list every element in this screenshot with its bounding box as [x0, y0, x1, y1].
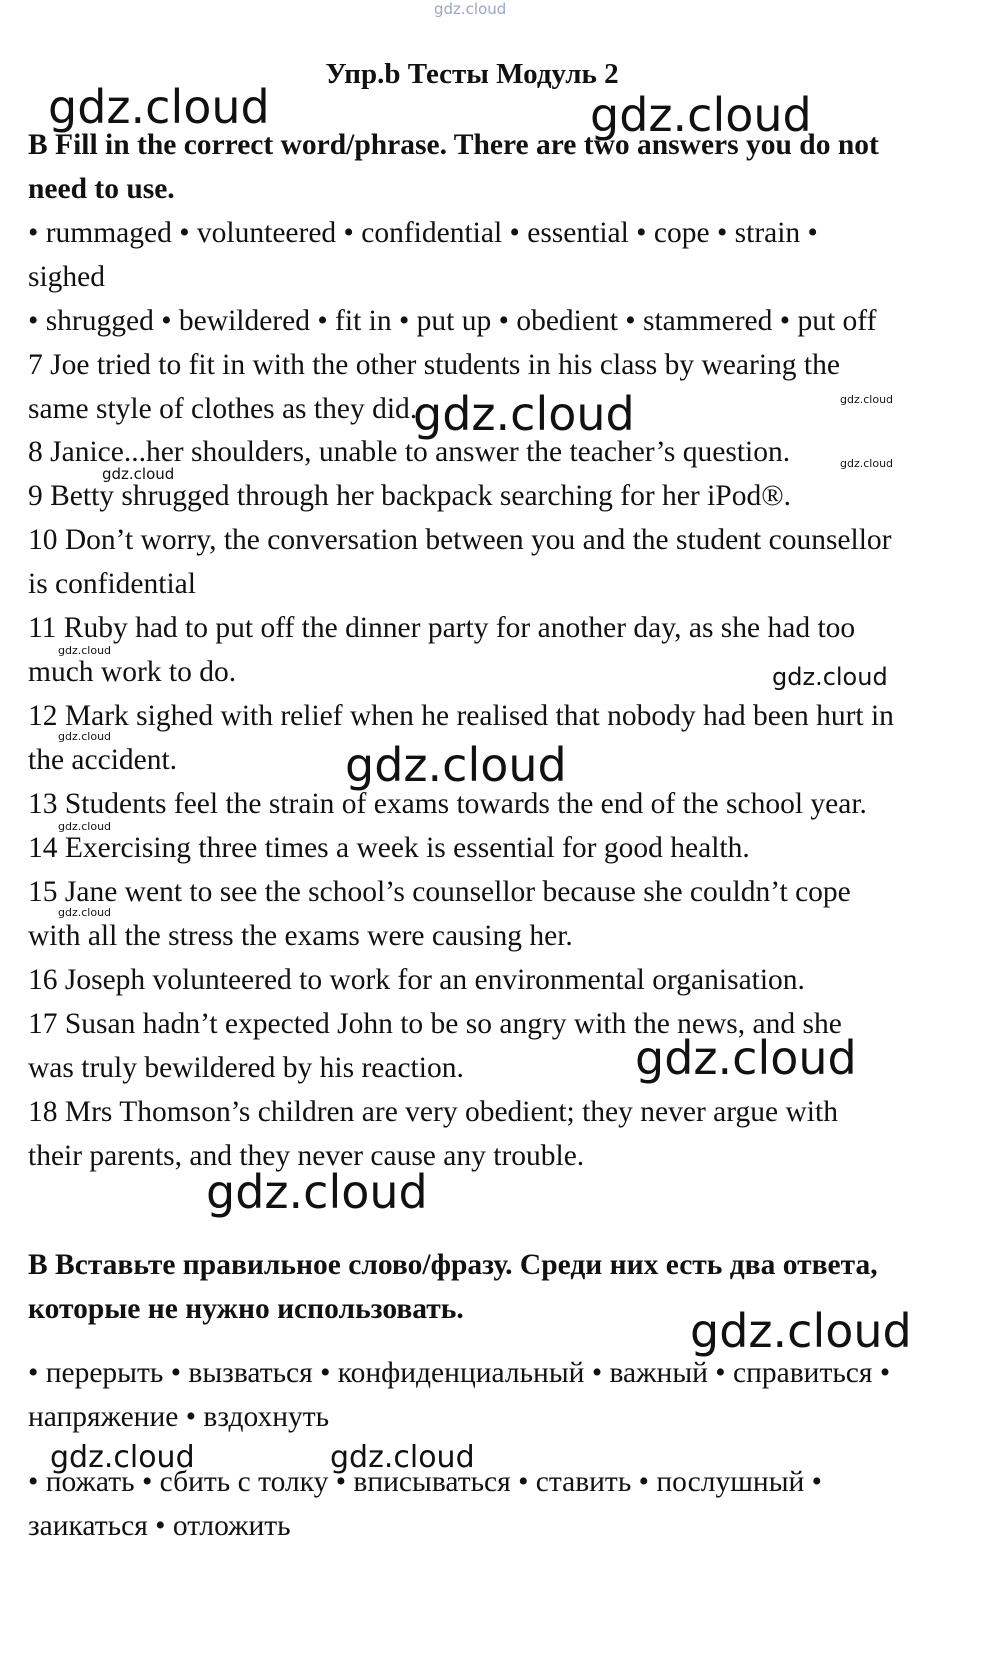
page-header-watermark: gdz.cloud	[434, 0, 507, 18]
sentence-line: 13 Students feel the strain of exams towards the end of the school year.	[28, 788, 867, 820]
watermark: gdz.cloud	[413, 387, 635, 441]
sentence-line: the accident.	[28, 744, 178, 776]
sentence-line: 12 Mark sighed with relief when he realised that nobody had been hurt in	[28, 700, 894, 732]
sentence-line: with all the stress the exams were causing her.	[28, 920, 573, 952]
sentence-line: 17 Susan hadn’t expected John to be so angry with the news, and she	[28, 1008, 842, 1040]
watermark: gdz.cloud	[330, 1440, 475, 1475]
sentence-line: 11 Ruby had to put off the dinner party for another day, as she had too	[28, 612, 856, 644]
watermark: gdz.cloud	[590, 88, 812, 142]
sentence-line: 7 Joe tried to fit in with the other students in his class by wearing the	[28, 349, 840, 381]
sentence-line: much work to do.	[28, 656, 237, 688]
sentence-line: same style of clothes as they did.	[28, 393, 418, 425]
english-instruction-line-2: need to use.	[28, 173, 175, 205]
watermark: gdz.cloud	[690, 1304, 912, 1358]
watermark: gdz.cloud	[345, 738, 567, 792]
sentence-line: 15 Jane went to see the school’s counsellor because she couldn’t cope	[28, 876, 851, 908]
sentence-line: 8 Janice...her shoulders, unable to answer the teacher’s question.	[28, 436, 791, 468]
sentence-line: is confidential	[28, 568, 196, 600]
sentence-line: 9 Betty shrugged through her backpack searching for her iPod®.	[28, 480, 791, 512]
sentence-line: their parents, and they never cause any trouble.	[28, 1140, 585, 1172]
watermark: gdz.cloud	[50, 1440, 195, 1475]
sentence-line: 14 Exercising three times a week is essential for good health.	[28, 832, 750, 864]
english-wordbank-line-2: sighed	[28, 261, 106, 293]
english-instruction-line-1: B Fill in the correct word/phrase. There are two answers you do not	[28, 129, 879, 161]
russian-wordbank-line-4: заикаться • отложить	[28, 1510, 291, 1542]
russian-instruction-line-1: В Вставьте правильное слово/фразу. Среди них есть два ответа,	[28, 1249, 878, 1281]
sentence-line: 16 Joseph volunteered to work for an environmental organisation.	[28, 964, 805, 996]
sentence-line: 10 Don’t worry, the conversation between you and the student counsellor	[28, 524, 892, 556]
watermark: gdz.cloud	[58, 644, 112, 657]
watermark: gdz.cloud	[58, 730, 112, 743]
english-wordbank-line-1: • rummaged • volunteered • confidential • essential • cope • strain •	[28, 217, 818, 249]
watermark: gdz.cloud	[772, 663, 888, 691]
page-title: Упр.b Тесты Модуль 2	[325, 58, 619, 90]
watermark: gdz.cloud	[48, 80, 270, 134]
watermark: gdz.cloud	[840, 457, 894, 470]
watermark: gdz.cloud	[102, 465, 175, 483]
watermark: gdz.cloud	[635, 1031, 857, 1085]
watermark: gdz.cloud	[840, 393, 894, 406]
russian-wordbank-line-2: напряжение • вздохнуть	[28, 1401, 330, 1433]
russian-wordbank-line-3: • пожать • сбить с толку • вписываться • ставить • послушный •	[28, 1466, 823, 1498]
russian-instruction-line-2: которые не нужно использовать.	[28, 1293, 464, 1325]
watermark: gdz.cloud	[58, 906, 112, 919]
watermark: gdz.cloud	[206, 1165, 428, 1219]
watermark: gdz.cloud	[58, 820, 112, 833]
sentence-line: 18 Mrs Thomson’s children are very obedient; they never argue with	[28, 1096, 838, 1128]
sentence-line: was truly bewildered by his reaction.	[28, 1052, 464, 1084]
russian-wordbank-line-1: • перерыть • вызваться • конфиденциальный • важный • справиться •	[28, 1357, 891, 1389]
english-wordbank-line-3: • shrugged • bewildered • fit in • put up • obedient • stammered • put off	[28, 305, 877, 337]
